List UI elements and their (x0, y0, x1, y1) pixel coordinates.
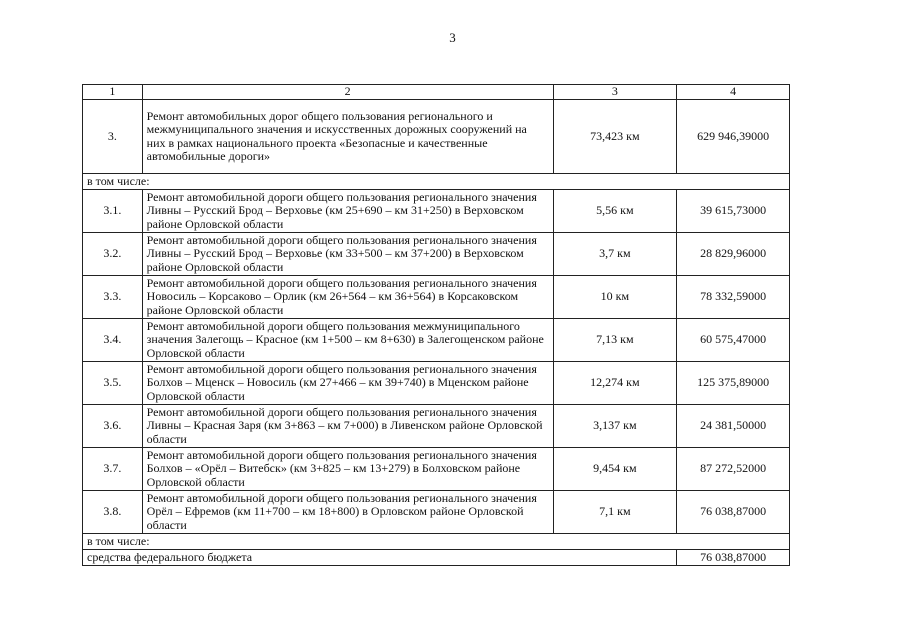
header-col-4: 4 (677, 85, 790, 100)
row-length: 7,13 км (553, 319, 677, 362)
row-cost: 87 272,52000 (677, 448, 790, 491)
row-cost: 39 615,73000 (677, 190, 790, 233)
row-number: 3.1. (83, 190, 143, 233)
table-row-main (83, 100, 790, 174)
row-length: 5,56 км (553, 190, 677, 233)
row-number: 3.8. (83, 491, 143, 534)
federal-budget-label: средства федерального бюджета (83, 550, 677, 566)
table-row (83, 276, 790, 319)
including-row (83, 174, 790, 190)
federal-budget-row (83, 550, 790, 566)
row-description: Ремонт автомобильной дороги общего пользования регионального значения Новосиль – Корсаково – Орлик (км 26+564 – км 36+564) в Корсаковском районе Орловской области (142, 276, 553, 319)
including-label: в том числе: (83, 174, 790, 190)
table-row (83, 319, 790, 362)
header-col-3: 3 (553, 85, 677, 100)
row-cost: 24 381,50000 (677, 405, 790, 448)
federal-budget-cost: 76 038,87000 (677, 550, 790, 566)
row-cost: 28 829,96000 (677, 233, 790, 276)
including-row-2 (83, 534, 790, 550)
row-number: 3. (83, 100, 143, 174)
row-cost: 76 038,87000 (677, 491, 790, 534)
row-number: 3.5. (83, 362, 143, 405)
row-length: 73,423 км (553, 100, 677, 174)
header-col-2: 2 (142, 85, 553, 100)
row-description: Ремонт автомобильных дорог общего пользования регионального и межмуниципального значения и искусственных дорожных сооружений на них в рамках национального проекта «Безопасные и качественные автомобильные дороги» (142, 100, 553, 174)
row-description: Ремонт автомобильной дороги общего пользования регионального значения Ливны – Красная Заря (км 3+863 – км 7+000) в Ливенском районе Орловской области (142, 405, 553, 448)
row-length: 7,1 км (553, 491, 677, 534)
row-description: Ремонт автомобильной дороги общего пользования регионального значения Ливны – Русский Брод – Верховье (км 33+500 – км 37+200) в Верховском районе Орловской области (142, 233, 553, 276)
header-col-1: 1 (83, 85, 143, 100)
table-row (83, 405, 790, 448)
row-length: 9,454 км (553, 448, 677, 491)
row-description: Ремонт автомобильной дороги общего пользования регионального значения Болхов – «Орёл – Витебск» (км 3+825 – км 13+279) в Болховском районе Орловской области (142, 448, 553, 491)
row-number: 3.2. (83, 233, 143, 276)
row-description: Ремонт автомобильной дороги общего пользования регионального значения Орёл – Ефремов (км 11+700 – км 18+800) в Орловском районе Орловской области (142, 491, 553, 534)
table-row (83, 233, 790, 276)
row-cost: 629 946,39000 (677, 100, 790, 174)
row-description: Ремонт автомобильной дороги общего пользования регионального значения Болхов – Мценск – Новосиль (км 27+466 – км 39+740) в Мценском районе Орловской области (142, 362, 553, 405)
table-row (83, 362, 790, 405)
row-length: 3,7 км (553, 233, 677, 276)
row-number: 3.7. (83, 448, 143, 491)
row-cost: 78 332,59000 (677, 276, 790, 319)
row-number: 3.6. (83, 405, 143, 448)
row-cost: 60 575,47000 (677, 319, 790, 362)
row-description: Ремонт автомобильной дороги общего пользования регионального значения Ливны – Русский Брод – Верховье (км 25+690 – км 31+250) в Верховском районе Орловской области (142, 190, 553, 233)
row-length: 12,274 км (553, 362, 677, 405)
page-number: 3 (449, 30, 456, 45)
table-row (83, 448, 790, 491)
roads-table (82, 84, 790, 566)
table-row (83, 491, 790, 534)
row-cost: 125 375,89000 (677, 362, 790, 405)
row-length: 3,137 км (553, 405, 677, 448)
row-description: Ремонт автомобильной дороги общего пользования межмуниципального значения Залегощь – Красное (км 1+500 – км 8+630) в Залегощенском районе Орловской области (142, 319, 553, 362)
table-header-row (83, 85, 790, 100)
row-number: 3.4. (83, 319, 143, 362)
row-length: 10 км (553, 276, 677, 319)
row-number: 3.3. (83, 276, 143, 319)
table-row (83, 190, 790, 233)
including-label-2: в том числе: (83, 534, 790, 550)
